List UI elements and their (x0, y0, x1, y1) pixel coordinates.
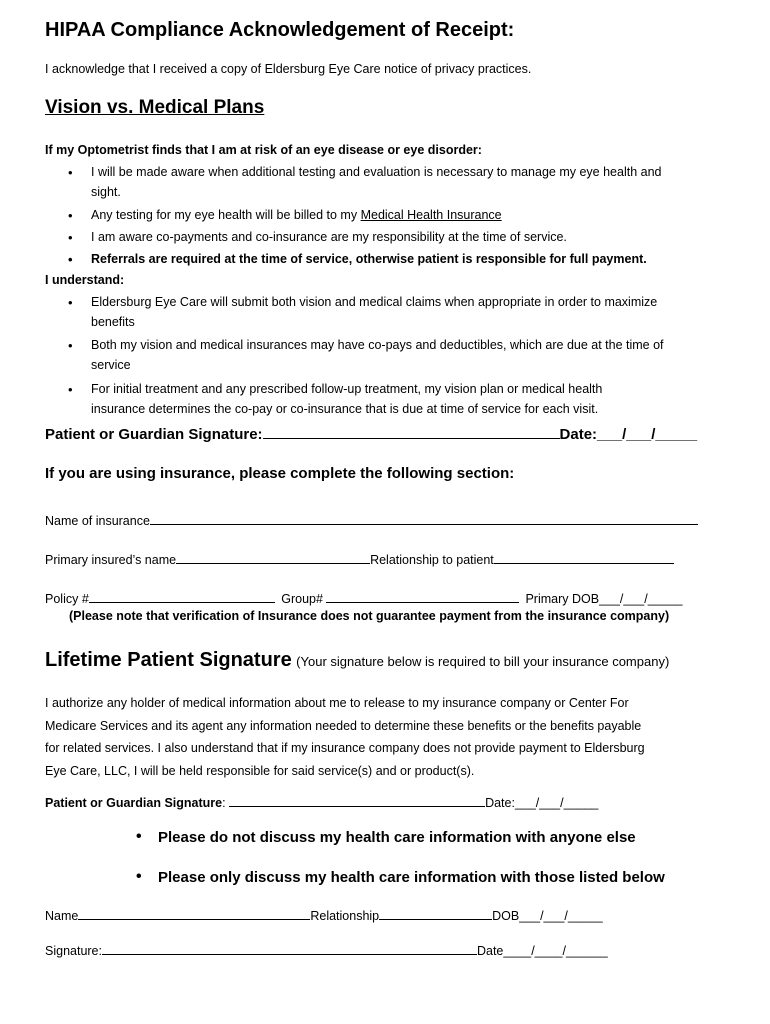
authorization-line-4: Eye Care, LLC, I will be held responsible for said service(s) and or product(s). (45, 763, 475, 778)
authorized-person-row (45, 907, 603, 923)
lifetime-signature-label: Patient or Guardian Signature (45, 796, 223, 810)
lifetime-title: Lifetime Patient Signature (45, 649, 292, 671)
final-signature-field[interactable] (102, 942, 477, 955)
understand-item-2 (91, 338, 664, 372)
primary-dob-field[interactable]: Primary DOB___/___/_____ (525, 592, 683, 606)
understand-item-1-line-1: • Eldersburg Eye Care will submit both vision and medical claims when appropriate in order to maximize (91, 295, 658, 309)
lifetime-signature-row (45, 794, 598, 810)
insurance-note: (Please note that verification of Insurance does not guarantee payment from the insurance company) (69, 609, 670, 623)
vision-signature-date[interactable]: Date:___/___/_____ (559, 426, 698, 443)
policy-label: Policy # (45, 592, 89, 606)
insurance-heading: If you are using insurance, please complete the following section: (45, 465, 515, 482)
authorization-line-1: I authorize any holder of medical information about me to release to my insurance company or Center For (45, 696, 629, 710)
risk-item-2-text: Any testing for my eye health will be billed to my (91, 208, 361, 222)
understand-item-2-line-1: • Both my vision and medical insurances may have co-pays and deductibles, which are due at the time of (91, 338, 664, 352)
authorized-relationship-field[interactable] (379, 907, 492, 920)
authorization-line-2: Medicare Services and its agent any information needed to determine these benefits or the benefits payable (45, 718, 642, 733)
vision-section-title: Vision vs. Medical Plans (45, 97, 265, 118)
authorization-line-3: for related services. I also understand that if my insurance company does not provide payment to Eldersburg (45, 741, 645, 755)
final-signature-row (45, 942, 608, 958)
understand-item-3-line-1: • For initial treatment and any prescribed follow-up treatment, my vision plan or medical health (91, 382, 603, 396)
risk-heading: If my Optometrist finds that I am at risk of an eye disease or eye disorder: (45, 143, 482, 157)
risk-item-2 (91, 208, 502, 222)
group-label: Group# (281, 592, 323, 606)
lifetime-date-field[interactable]: Date:___/___/_____ (485, 796, 599, 810)
authorized-name-field[interactable] (78, 907, 310, 920)
authorization-paragraph (45, 692, 645, 782)
primary-insured-label: Primary insured’s name (45, 553, 177, 567)
final-signature-label: Signature: (45, 944, 102, 958)
insurance-name-label: Name of insurance (45, 514, 150, 528)
vision-signature-field[interactable] (263, 426, 560, 439)
lifetime-subtitle: (Your signature below is required to bill your insurance company) (296, 654, 670, 669)
policy-row (45, 590, 682, 606)
hipaa-acknowledgement-text: I acknowledge that I received a copy of Eldersburg Eye Care notice of privacy practices. (45, 62, 532, 76)
option-do-not-discuss[interactable]: • Please do not discuss my health care information with anyone else (158, 829, 636, 846)
risk-item-1-line-2: sight. (91, 185, 121, 199)
relationship-label: Relationship to patient (370, 553, 494, 567)
risk-item-3: • I am aware co-payments and co-insurance are my responsibility at the time of service. (91, 230, 567, 244)
policy-field[interactable] (89, 590, 275, 603)
vision-signature-label: Patient or Guardian Signature: (45, 426, 263, 443)
group-field[interactable] (326, 590, 519, 603)
primary-insured-field[interactable] (176, 551, 370, 564)
understand-item-1 (91, 295, 657, 329)
authorized-dob-field[interactable]: DOB___/___/_____ (492, 909, 603, 923)
lifetime-signature-colon: : (222, 796, 230, 810)
understand-heading: I understand: (45, 273, 125, 287)
primary-insured-row (45, 551, 674, 567)
vision-signature-row (45, 426, 697, 443)
hipaa-title: HIPAA Compliance Acknowledgement of Receipt: (45, 19, 515, 41)
understand-item-3-line-2: insurance determines the co-pay or co-insurance that is due at time of service for each visit. (91, 402, 599, 416)
medical-health-insurance-text: Medical Health Insurance (360, 208, 502, 222)
authorized-relationship-label: Relationship (310, 909, 380, 923)
lifetime-header (45, 649, 669, 672)
final-date-field[interactable]: Date____/____/______ (476, 944, 608, 958)
authorized-name-label: Name (45, 909, 79, 923)
risk-item-4: • Referrals are required at the time of service, otherwise patient is responsible for full payment. (91, 252, 647, 266)
lifetime-signature-field[interactable] (229, 794, 485, 807)
option-only-discuss-listed[interactable]: • Please only discuss my health care information with those listed below (158, 869, 665, 886)
understand-item-2-line-2: service (91, 358, 131, 372)
understand-item-1-line-2: benefits (91, 315, 135, 329)
insurance-name-row (45, 512, 698, 528)
risk-item-1 (91, 165, 661, 199)
risk-item-1-line-1: • I will be made aware when additional testing and evaluation is necessary to manage my eye health and (91, 165, 662, 179)
understand-item-3 (91, 382, 602, 416)
insurance-name-field[interactable] (150, 512, 698, 525)
relationship-field[interactable] (494, 551, 674, 564)
